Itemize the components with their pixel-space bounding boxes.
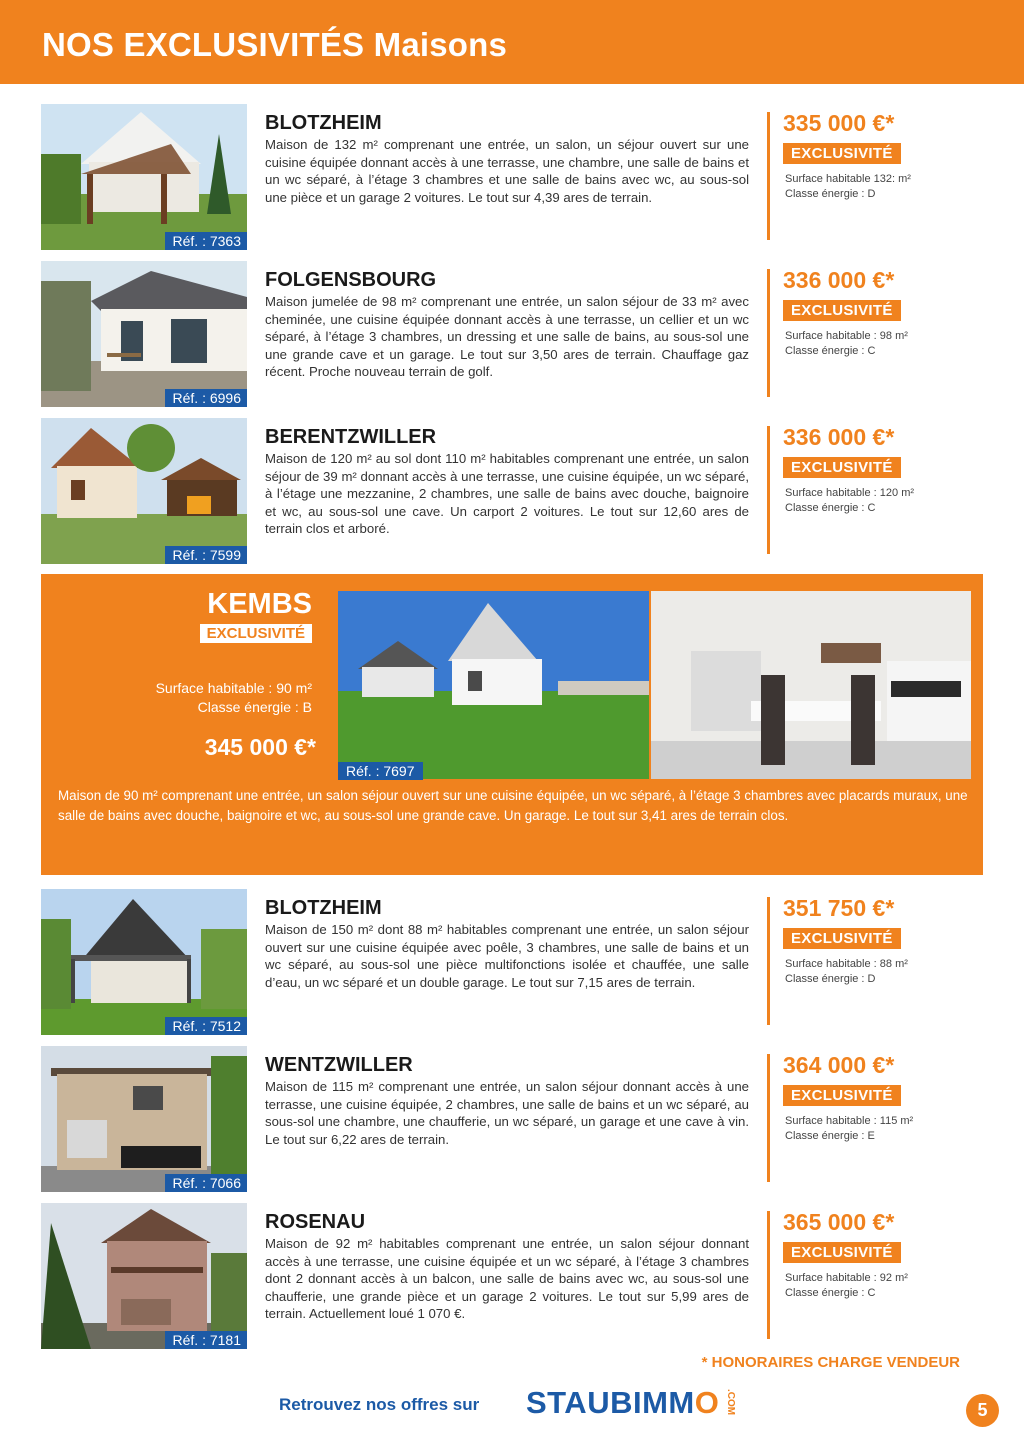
listing-town: WENTZWILLER bbox=[265, 1054, 413, 1076]
listing-info bbox=[785, 1271, 908, 1301]
exclusivite-badge: EXCLUSIVITÉ bbox=[783, 1085, 901, 1106]
listing-town: FOLGENSBOURG bbox=[265, 269, 437, 291]
logo-wordmark: STAUBIMMO bbox=[526, 1385, 720, 1420]
reference-label: Réf. : 7512 bbox=[165, 1017, 248, 1035]
featured-classe: Classe énergie : B bbox=[197, 699, 312, 715]
featured-price: 345 000 €* bbox=[204, 734, 316, 760]
divider bbox=[767, 1211, 770, 1339]
listing-price: 364 000 €* bbox=[783, 1052, 895, 1078]
listing-price: 336 000 €* bbox=[783, 424, 895, 450]
reference-label: Réf. : 7181 bbox=[165, 1331, 248, 1349]
classe-energie: Classe énergie : C bbox=[785, 345, 876, 357]
listing-card[interactable] bbox=[41, 1203, 981, 1349]
listing-town: ROSENAU bbox=[265, 1211, 366, 1233]
reference-label: Réf. : 7066 bbox=[165, 1174, 248, 1192]
exclusivite-badge: EXCLUSIVITÉ bbox=[783, 143, 901, 164]
featured-exclusivite-badge: EXCLUSIVITÉ bbox=[200, 624, 312, 643]
listing-photo[interactable] bbox=[41, 889, 247, 1035]
listing-price: 365 000 €* bbox=[783, 1209, 895, 1235]
exclusivite-badge: EXCLUSIVITÉ bbox=[783, 1242, 901, 1263]
classe-energie: Classe énergie : C bbox=[785, 1287, 876, 1299]
reference-label: Réf. : 7599 bbox=[165, 546, 248, 564]
listing-photo[interactable] bbox=[41, 1203, 247, 1349]
logo-domain: .COM bbox=[725, 1389, 736, 1416]
classe-energie: Classe énergie : E bbox=[785, 1130, 875, 1142]
listing-card[interactable] bbox=[41, 1046, 981, 1192]
featured-reference-label: Réf. : 7697 bbox=[338, 762, 423, 780]
listing-photo[interactable] bbox=[41, 261, 247, 407]
listing-photo[interactable] bbox=[41, 1046, 247, 1192]
surface-habitable: Surface habitable : 115 m² bbox=[785, 1115, 914, 1127]
surface-habitable: Surface habitable : 98 m² bbox=[785, 330, 908, 342]
listing-card[interactable] bbox=[41, 418, 981, 564]
featured-surface: Surface habitable : 90 m² bbox=[155, 680, 312, 696]
surface-habitable: Surface habitable 132: m² bbox=[785, 173, 911, 185]
fees-footnote: * HONORAIRES CHARGE VENDEUR bbox=[701, 1354, 960, 1371]
listing-info bbox=[785, 1114, 913, 1144]
listing-description: Maison jumelée de 98 m² comprenant une entrée, un salon séjour de 33 m² avec cheminée, une cuisine équipée donnant accès à une terrasse, un cellier et un wc séparé, à l’étage 3 chambres, un dressing et une salle de bains, au sous-sol une une grande cave et un garage. Le tout sur 3,50 ares de terrain. Chauffage gaz récent. Proche nouveau terrain de golf. bbox=[265, 294, 749, 380]
listing-info bbox=[785, 957, 908, 987]
listing-info bbox=[785, 486, 914, 516]
listing-photo[interactable] bbox=[41, 104, 247, 250]
reference-label: Réf. : 6996 bbox=[165, 389, 248, 407]
classe-energie: Classe énergie : D bbox=[785, 973, 876, 985]
staubimmo-logo[interactable] bbox=[526, 1385, 736, 1421]
featured-town: KEMBS bbox=[207, 588, 312, 620]
surface-habitable: Surface habitable : 88 m² bbox=[785, 958, 908, 970]
exclusivite-badge: EXCLUSIVITÉ bbox=[783, 300, 901, 321]
listing-price: 336 000 €* bbox=[783, 267, 895, 293]
classe-energie: Classe énergie : C bbox=[785, 502, 876, 514]
featured-description: Maison de 90 m² comprenant une entrée, un salon séjour ouvert sur une cuisine équipée, un wc séparé, à l’étage 3 chambres avec placards muraux, une salle de bains avec douche, baignoire et wc, au sous-sol une grande cave. Un garage. Le tout sur 3,41 ares de terrain clos. bbox=[58, 788, 968, 823]
listing-description: Maison de 150 m² dont 88 m² habitables comprenant une entrée, un salon séjour ouvert sur une cuisine équipée avec poêle, 3 chambres, une salle de bains et un wc séparé, au sous-sol une pièce multifonctions isolée et chauffée, une salle d’eau, un wc séparé et un double garage. Le tout sur 7,15 ares de terrain. bbox=[265, 922, 749, 990]
featured-photo-interior[interactable] bbox=[651, 591, 971, 779]
divider bbox=[767, 1054, 770, 1182]
divider bbox=[767, 269, 770, 397]
surface-habitable: Surface habitable : 92 m² bbox=[785, 1272, 908, 1284]
footer-text: Retrouvez nos offres sur bbox=[279, 1395, 480, 1414]
listing-description: Maison de 92 m² habitables comprenant une entrée, un salon séjour donnant accès à une terrasse, une cuisine équipée et un wc séparé, à l’étage 3 chambres dont 2 donnant accès à un balcon, une salle de bains avec wc, au sous-sol une chaufferie, une grande pièce et un garage 2 voitures. Le tout sur 5,99 ares de terrain. Actuellement loué 1 070 €. bbox=[265, 1236, 749, 1322]
listing-info bbox=[785, 172, 911, 202]
reference-label: Réf. : 7363 bbox=[165, 232, 248, 250]
listing-description: Maison de 115 m² comprenant une entrée, un salon séjour donnant accès à une terrasse, une cuisine équipée, 2 chambres, une salle de bains et un wc séparé, au sous-sol une chambre, une chaufferie, un wc séparé, un garage et une cave à vin. Le tout sur 6,22 ares de terrain. bbox=[265, 1079, 749, 1147]
page-number: 5 bbox=[966, 1394, 999, 1427]
listing-town: BERENTZWILLER bbox=[265, 426, 437, 448]
listing-card[interactable] bbox=[41, 104, 981, 250]
listing-photo[interactable] bbox=[41, 418, 247, 564]
listing-description: Maison de 120 m² au sol dont 110 m² habitables comprenant une entrée, un salon séjour de 39 m² donnant accès à une terrasse, une cuisine équipée, un wc séparé, à l’étage une mezzanine, 2 chambres, une salle de bains avec douche, baignoire et wc, au sous-sol une cave. Un carport 2 voitures. Le tout sur 12,60 ares de terrain clos et arboré. bbox=[265, 451, 749, 537]
listing-info bbox=[785, 329, 908, 359]
divider bbox=[767, 426, 770, 554]
listing-price: 335 000 €* bbox=[783, 110, 895, 136]
featured-listing[interactable] bbox=[41, 574, 983, 875]
classe-energie: Classe énergie : D bbox=[785, 188, 876, 200]
exclusivite-badge: EXCLUSIVITÉ bbox=[783, 457, 901, 478]
listing-card[interactable] bbox=[41, 889, 981, 1035]
listing-card[interactable] bbox=[41, 261, 981, 407]
page-header bbox=[0, 0, 1024, 84]
listing-town: BLOTZHEIM bbox=[265, 112, 382, 134]
divider bbox=[767, 112, 770, 240]
page-title: NOS EXCLUSIVITÉS Maisons bbox=[42, 26, 508, 63]
surface-habitable: Surface habitable : 120 m² bbox=[785, 487, 915, 499]
listing-town: BLOTZHEIM bbox=[265, 897, 382, 919]
divider bbox=[767, 897, 770, 1025]
listing-description: Maison de 132 m² comprenant une entrée, un salon, un séjour ouvert sur une cuisine équipée donnant accès à une terrasse, une chambre, une salle de bains et un wc séparé, à l’étage 3 chambres et une salle de bains avec wc, au sous-sol une pièce et un garage 2 voitures. Le tout sur 4,39 ares de terrain. bbox=[265, 137, 749, 205]
featured-photo-exterior[interactable] bbox=[338, 591, 649, 779]
exclusivite-badge: EXCLUSIVITÉ bbox=[783, 928, 901, 949]
listing-price: 351 750 €* bbox=[783, 895, 895, 921]
